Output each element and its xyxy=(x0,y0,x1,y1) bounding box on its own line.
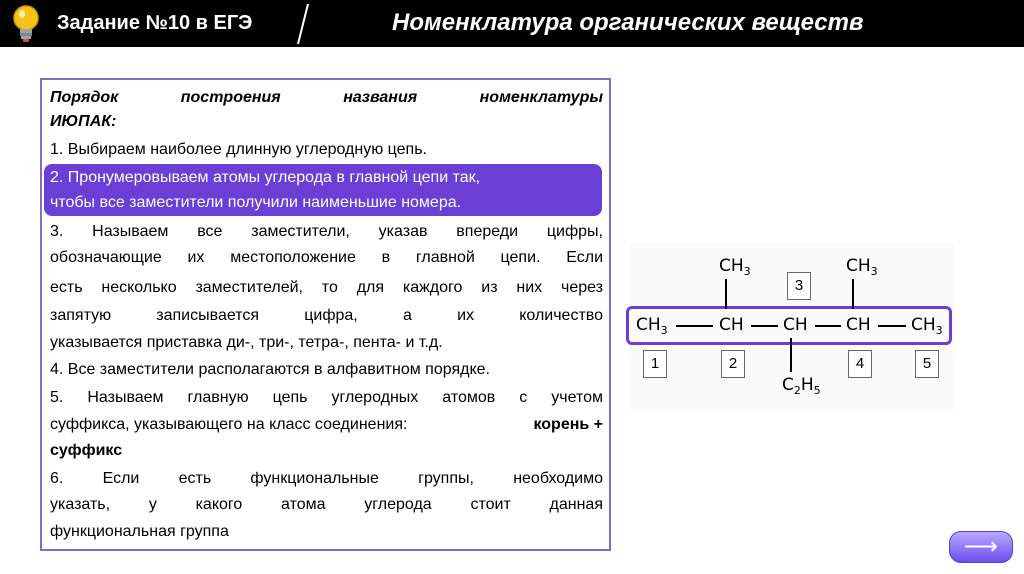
step-3-line: обозначающие их местоположение в главной цепи. Если xyxy=(50,249,603,266)
step-5-text: суффикса, указывающего на класс соединения: xyxy=(50,416,408,433)
number-box-3: 3 xyxy=(787,272,811,300)
step-3-line: запятую записывается цифра, а их количество xyxy=(50,307,603,324)
bond-vertical xyxy=(725,279,727,309)
chain-atom-1: $CH_3$ xyxy=(636,315,668,337)
bond-vertical xyxy=(852,279,854,309)
intro-line: ИЮПАК: xyxy=(50,113,117,130)
step-2-line: чтобы все заместители получили наименьшие номера. xyxy=(50,194,462,211)
number-box-2: 2 xyxy=(721,350,745,378)
bond-horizontal xyxy=(815,325,841,327)
rules-box xyxy=(40,78,611,551)
step-3-line: 3. Называем все заместители, указав впереди цифры, xyxy=(50,223,603,240)
step-6-line: указать, у какого атома углерода стоит данная xyxy=(50,496,603,513)
header-bar xyxy=(0,0,1024,47)
bond-horizontal xyxy=(676,325,713,327)
arrow-right-icon: ⟶ xyxy=(963,533,999,560)
step-5-bold-suffix: суффикс xyxy=(50,442,123,459)
step-4: 4. Все заместители располагаются в алфавитном порядке. xyxy=(50,361,490,378)
step-3-line: указывается приставка ди-, три-, тетра-, пента- и т.д. xyxy=(50,334,443,351)
step-6-line: функциональная группа xyxy=(50,523,229,540)
step-5-line xyxy=(50,413,603,437)
number-box-4: 4 xyxy=(848,350,872,378)
chain-atom-5: $CH_3$ xyxy=(911,315,943,337)
chain-atom-2: CH xyxy=(719,315,744,335)
step-6-line: 6. Если есть функциональные группы, необходимо xyxy=(50,470,603,487)
methyl-group-top-2: $CH_3$ xyxy=(719,256,751,278)
bond-vertical xyxy=(790,338,792,372)
next-slide-button[interactable] xyxy=(949,531,1013,563)
ethyl-group: $C_2H_5$ xyxy=(782,375,821,397)
methyl-group-top-4: $CH_3$ xyxy=(846,256,878,278)
bond-horizontal xyxy=(751,325,778,327)
chain-atom-3: CH xyxy=(783,315,808,335)
lightbulb-icon xyxy=(8,2,44,46)
step-3-line: есть несколько заместителей, то для каждого из них через xyxy=(50,279,603,296)
page-title: Номенклатура органических веществ xyxy=(392,9,864,36)
step-5-line: 5. Называем главную цепь углеродных атомов с учетом xyxy=(50,389,603,406)
task-label: Задание №10 в ЕГЭ xyxy=(57,12,253,34)
intro-line: Порядок построения названия номенклатуры xyxy=(50,89,603,106)
number-box-5: 5 xyxy=(915,350,939,378)
chain-atom-4: CH xyxy=(846,315,871,335)
step-5-bold-root: корень + xyxy=(533,416,603,433)
number-box-1: 1 xyxy=(643,350,667,378)
bond-horizontal xyxy=(878,325,906,327)
step-2-line: 2. Пронумеровываем атомы углерода в главной цепи так, xyxy=(50,169,481,186)
divider-slash xyxy=(296,3,310,45)
step-1: 1. Выбираем наиболее длинную углеродную цепь. xyxy=(50,141,427,158)
